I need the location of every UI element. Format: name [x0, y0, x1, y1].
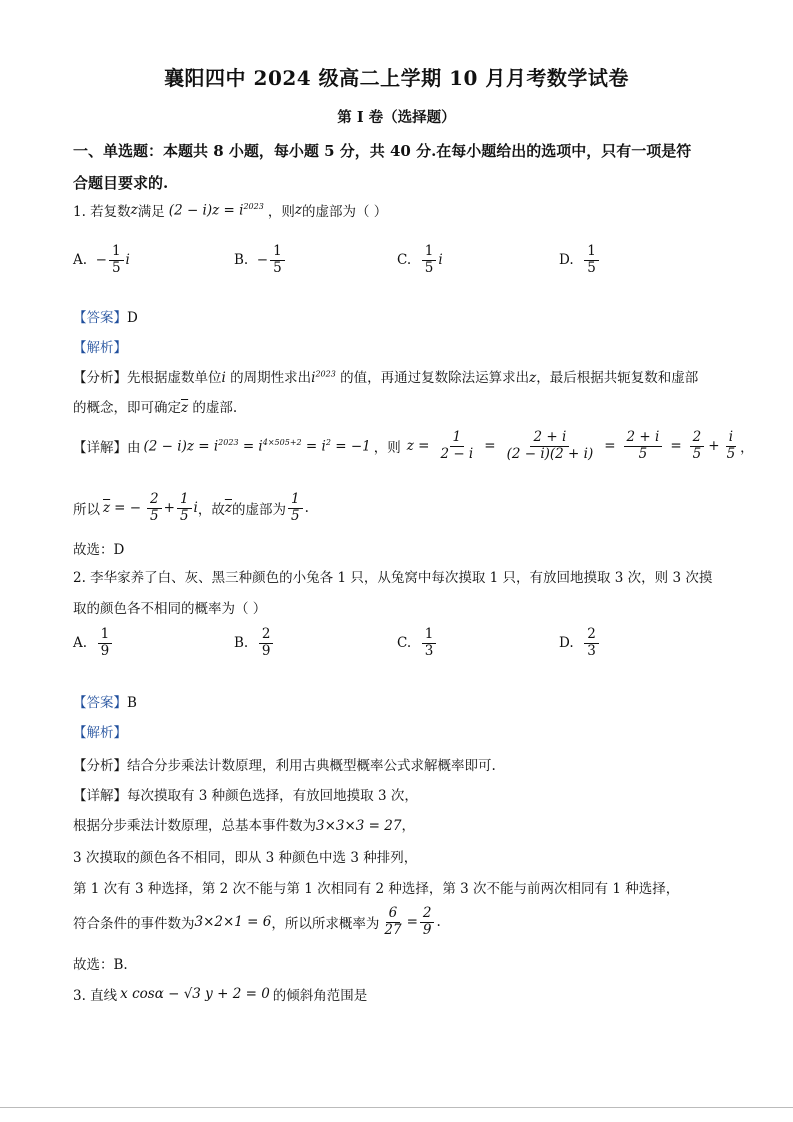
q1-option-b[interactable]: B. − $\frac{1}{5}$	[234, 244, 287, 276]
page-bottom-divider	[0, 1107, 793, 1108]
section-header-line2: 合题目要求的.	[73, 174, 169, 192]
section-subtitle: 第 I 卷（选择题）	[337, 109, 456, 126]
q1-fenxi-line2: 的概念，即可确定$\overline{z}$ 的虚部.	[73, 400, 238, 416]
q2-option-d[interactable]: D. $\frac{2}{3}$	[559, 627, 601, 659]
q1-answer: 【答案】D	[73, 310, 138, 326]
q2-option-b[interactable]: B. $\frac{2}{9}$	[234, 627, 275, 659]
q2-line3: 3 次摸取的颜色各不相同，即从 3 种颜色中选 3 种排列，	[73, 850, 418, 866]
q2-stem-line2: 取的颜色各不相同的概率为（ ）	[73, 601, 267, 617]
q2-guxuan: 故选：B.	[73, 957, 128, 973]
q2-line2: 根据分步乘法计数原理，总基本事件数为3×3×3 = 27，	[73, 818, 415, 834]
q1-equation: $(2 - i)z = i^{2023}$	[168, 201, 264, 219]
q1-option-d[interactable]: D. $\frac{1}{5}$	[559, 244, 601, 276]
q1-option-c[interactable]: C. $\frac{1}{5}$ i	[397, 243, 443, 276]
page-title: 襄阳四中 2024 级高二上学期 10 月月考数学试卷	[164, 66, 629, 90]
q1-guxuan: 故选：D	[73, 542, 125, 558]
q3-stem: 3. 直线 x cosα − √3 y + 2 = 0 的倾斜角范围是	[73, 986, 368, 1004]
q2-answer: 【答案】B	[73, 695, 137, 711]
q2-option-a[interactable]: A. $\frac{1}{9}$	[73, 627, 114, 659]
q1-fenxi: 【分析】先根据虚数单位i 的周期性求出$i^{2023}$ 的值，再通过复数除法运算求出z，最后根据共轭复数和虚部	[73, 369, 699, 386]
q2-fenxi: 【分析】结合分步乘法计数原理，利用古典概型概率公式求解概率即可.	[73, 758, 496, 774]
q2-option-c[interactable]: C. $\frac{1}{3}$	[397, 627, 438, 659]
q1-analysis-tag: 【解析】	[73, 340, 127, 356]
q1-stem: 1. 若复数 z 满足 $(2 - i)z = i^{2023}$ ，则 z 的虚部为（ ）	[73, 201, 388, 220]
q1-xiangjie: 【详解】 由 $(2 - i)z = i^{2023} = i^{4\times 505+2} = i^2 = -1$ ，则 z = $\frac{1}{2 - i}$ = $\frac{2 + i}{(2 - i)(2 + i)}$ = $\frac{2 + i}{5}$ = $\frac{2}{5}$ + $\frac{i}{5}$ ，	[73, 429, 754, 462]
q2-stem-line1: 2. 李华家养了白、灰、黑三种颜色的小兔各 1 只，从兔窝中每次摸取 1 只，有放回地摸取 3 次，则 3 次摸	[73, 570, 713, 586]
section-header-line1: 一、单选题：本题共 8 小题，每小题 5 分，共 40 分.在每小题给出的选项中，只有一项是符	[73, 142, 692, 160]
q1-option-a[interactable]: A. − $\frac{1}{5}$ i	[73, 243, 130, 276]
q2-line5: 符合条件的事件数为 3×2×1 = 6 ，所以所求概率为 $\frac{6}{27}$ = $\frac{2}{9}$ .	[73, 905, 441, 938]
q2-line4: 第 1 次有 3 种选择，第 2 次不能与第 1 次相同有 2 种选择，第 3 次不能与前两次相同有 1 种选择，	[73, 881, 680, 897]
q1-suoyi: 所以 $\overline{z}$ = − $\frac{2}{5}$ + $\frac{1}{5}$ i ，故 $\overline{z}$ 的虚部为 $\frac{1}{5}$ .	[73, 491, 309, 524]
q2-analysis-tag: 【解析】	[73, 725, 127, 741]
q2-xiangjie: 【详解】每次摸取有 3 种颜色选择，有放回地摸取 3 次，	[73, 788, 418, 804]
